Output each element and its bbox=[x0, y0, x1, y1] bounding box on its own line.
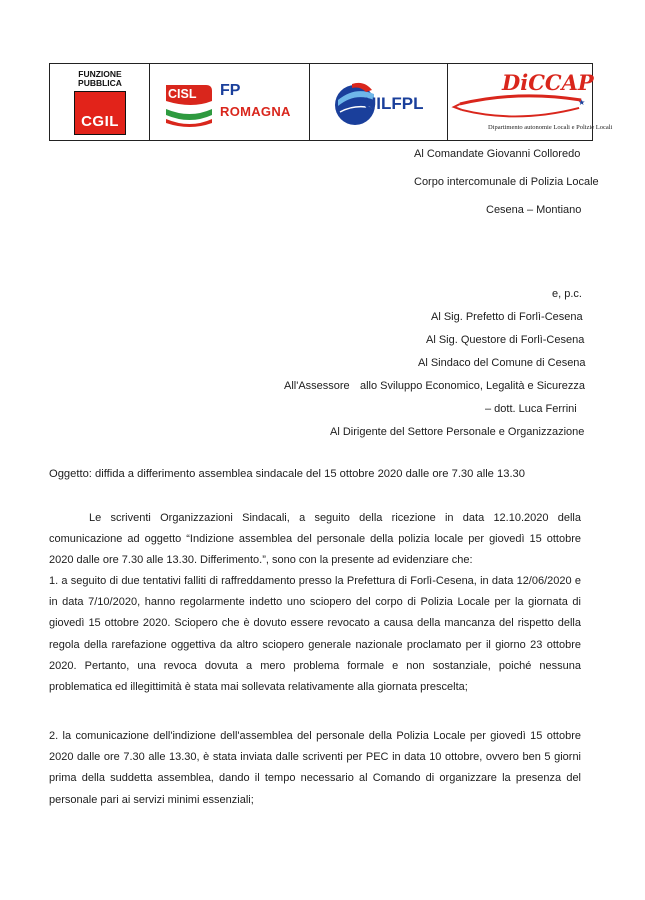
body-intro bbox=[49, 508, 581, 572]
diccap-logo-subtitle: Dipartimento autonomie Locali e Polizie Locali bbox=[488, 124, 613, 131]
body-point-2 bbox=[49, 726, 581, 811]
cc-prefetto: Al Sig. Prefetto di Forlì-Cesena bbox=[431, 311, 583, 323]
body-point-2-text: 2. la comunicazione dell'indizione dell'assemblea del personale della Polizia Locale per giovedì 15 ottobre 2020 dalle ore 7.30 alle 13.30, è stata inviata dalle scriventi per PEC in data 10 ottobre, ovvero ben 5 giorni prima della suddetta assemblea, dando il tempo necessario al Comando di organizzare la presenza del personale pari ai servizi minimi essenziali; bbox=[49, 730, 581, 806]
cgil-logo-name: CGIL bbox=[81, 113, 119, 130]
cc-dirigente: Al Dirigente del Settore Personale e Organizzazione bbox=[330, 426, 585, 438]
cisl-logo-region: ROMAGNA bbox=[220, 104, 291, 119]
cc-assessore-name: – dott. Luca Ferrini bbox=[485, 403, 577, 415]
cc-sindaco: Al Sindaco del Comune di Cesena bbox=[418, 357, 586, 369]
recipient-line-3: Cesena – Montiano bbox=[486, 204, 582, 216]
logo-header bbox=[49, 63, 613, 141]
cc-assessore-role: allo Sviluppo Economico, Legalità e Sicurezza bbox=[360, 380, 586, 392]
diccap-logo-name: DiCCAP bbox=[502, 70, 594, 95]
body-intro-text: Le scriventi Organizzazioni Sindacali, a seguito della ricezione in data 12.10.2020 della comunicazione ad oggetto “Indizione assemblea del personale della polizia locale per giovedì 15 ottobre 2020 dalle ore 7.30 alle 13.30. Differimento.”, sono con la presente ad evidenziare che: bbox=[49, 512, 581, 567]
cgil-logo-box bbox=[74, 91, 126, 135]
cc-questore: Al Sig. Questore di Forlì-Cesena bbox=[426, 334, 585, 346]
recipient-line-2: Corpo intercomunale di Polizia Locale bbox=[414, 176, 599, 188]
body-point-1-text: 1. a seguito di due tentativi falliti di raffreddamento presso la Prefettura di Forlì-Cesena, in data 12/06/2020 e in data 7/10/2020, hanno regolarmente indetto uno sciopero del corpo di Polizia Locale per la giornata di giovedì 15 ottobre 2020. Sciopero che è dovuto essere revocato a causa della mancanza del rispetto della regola della rarefazione oggettiva da altro sciopero generale nazionale proclamato per il giorno 23 ottobre 2020. Pertanto, una revoca dovuta a mero problema formale e non sostanziale, poiché nessuna problematica ed illegittimità è stata mai sollevata relativamente alla giornata prescelta; bbox=[49, 575, 581, 694]
diccap-logo bbox=[448, 64, 613, 140]
cisl-logo-fp: FP bbox=[220, 82, 241, 99]
subject-line: Oggetto: diffida a differimento assemblea sindacale del 15 ottobre 2020 dalle ore 7.30 alle 13.30 bbox=[49, 468, 526, 480]
cisl-logo-name: CISL bbox=[168, 87, 197, 101]
cc-assessore-prefix: All'Assessore bbox=[284, 380, 350, 392]
uil-logo-name: UILFPL bbox=[364, 94, 424, 113]
body-point-1 bbox=[49, 571, 581, 698]
recipient-line-1: Al Comandate Giovanni Colloredo bbox=[414, 148, 581, 160]
uil-fpl-logo bbox=[310, 64, 448, 140]
cisl-fp-logo bbox=[150, 64, 310, 140]
svg-text:★: ★ bbox=[578, 97, 586, 107]
cgil-logo-top-text: FUNZIONE PUBBLICA bbox=[78, 69, 122, 88]
cc-label: e, p.c. bbox=[552, 288, 582, 300]
cgil-logo bbox=[50, 64, 150, 140]
